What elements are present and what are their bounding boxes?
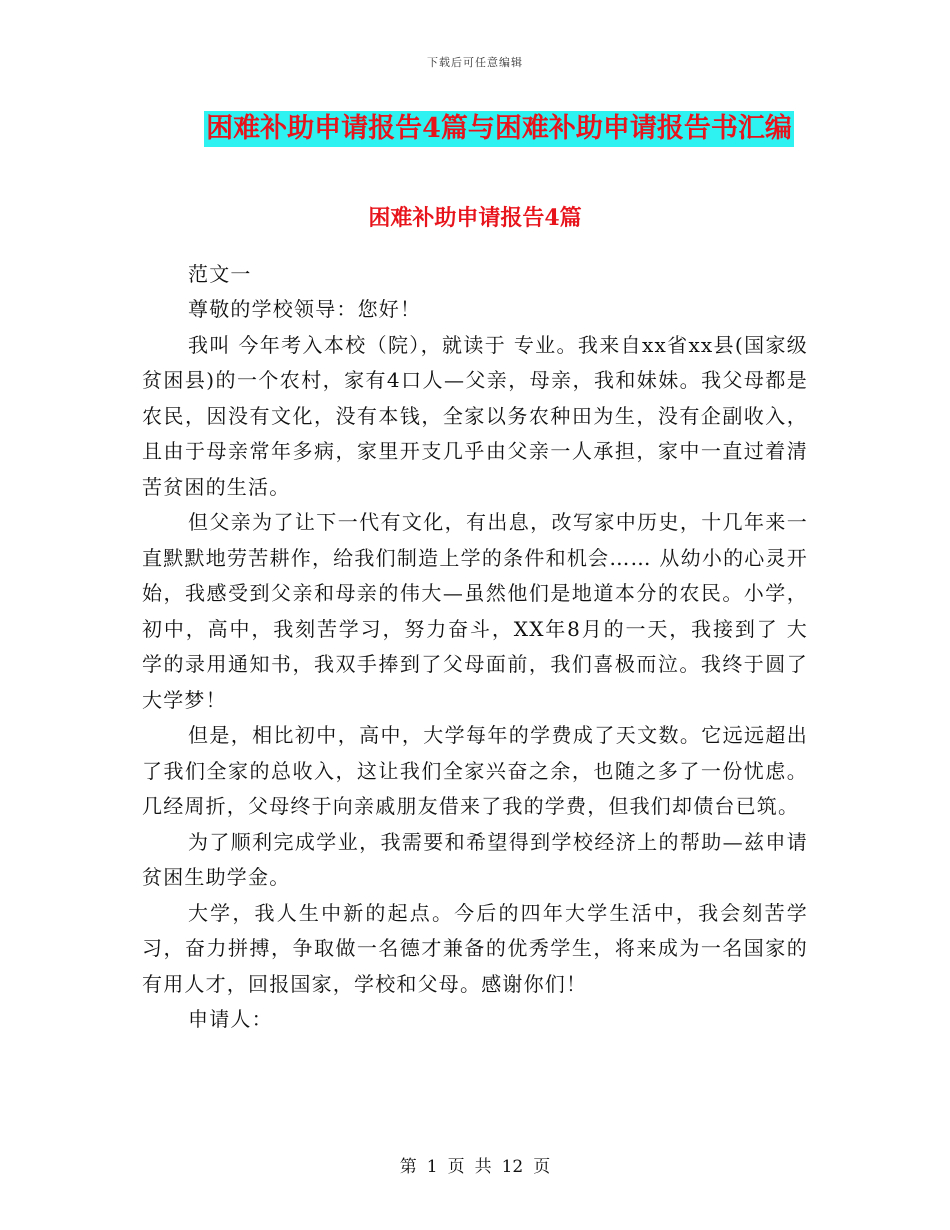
paragraph-commitment: 大学，我人生中新的起点。今后的四年大学生活中，我会刻苦学习，奋力拼搏，争取做一名德才兼备的优秀学生，将来成为一名国家的有用人才，回报国家，学校和父母。感谢你们！ — [142, 900, 808, 996]
paragraph-financial-burden: 但是，相比初中，高中，大学每年的学费成了天文数。它远远超出了我们全家的总收入，这让我们全家兴奋之余，也随之多了一份忧虑。几经周折，父母终于向亲戚朋友借来了我的学费，但我们却债台已筑。 — [142, 723, 808, 818]
paragraph-greeting: 尊敬的学校领导：您好！ — [188, 297, 422, 321]
document-title-container — [0, 111, 950, 147]
footer-current-page: 1 — [426, 1157, 438, 1177]
footer-page-word: 页 — [447, 1157, 465, 1177]
paragraph-introduction: 我叫 今年考入本校（院），就读于 专业。我来自xx省xx县(国家级贫困县)的一个农村，家有4口人—父亲，母亲，我和妹妹。我父母都是农民，因没有文化，没有本钱，全家以务农种田为生，没有企副收入，且由于母亲常年多病，家里开支几乎由父亲一人承担，家中一直过着清苦贫困的生活。 — [142, 332, 808, 499]
document-title: 困难补助申请报告4篇与困难补助申请报告书汇编 — [204, 111, 794, 147]
section-title: 困难补助申请报告4篇 — [368, 205, 582, 231]
document-body — [142, 221, 808, 1038]
paragraph-applicant: 申请人： — [188, 1007, 273, 1031]
page-footer — [0, 1152, 950, 1177]
paragraph-request: 为了顺利完成学业，我需要和希望得到学校经济上的帮助—兹申请贫困生助学金。 — [142, 829, 808, 889]
footer-prefix: 第 — [399, 1157, 417, 1177]
paragraph-salutation-label: 范文一 — [188, 261, 252, 286]
footer-suffix: 页 — [533, 1157, 551, 1177]
paragraph-background: 但父亲为了让下一代有文化，有出息，改写家中历史，十几年来一直默默地劳苦耕作，给我们制造上学的条件和机会…… 从幼小的心灵开始，我感受到父亲和母亲的伟大—虽然他们是地道本分的农民。小学，初中，高中，我刻苦学习，努力奋斗，XX年8月的一天，我接到了 大学的录用通知书，我双手捧到了父母面前，我们喜极而泣。我终于圆了大学梦！ — [142, 510, 808, 712]
footer-total-word: 共 — [474, 1157, 492, 1177]
page-header-note: 下载后可任意编辑 — [427, 56, 523, 69]
footer-total-pages: 12 — [501, 1157, 524, 1177]
